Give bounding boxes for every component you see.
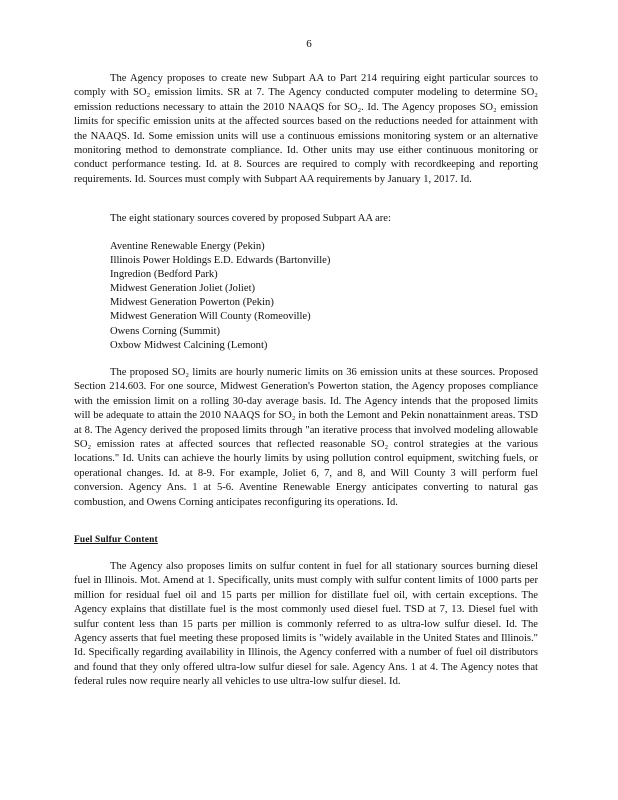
list-item: Aventine Renewable Energy (Pekin) [110, 241, 265, 252]
page-number: 6 [306, 38, 312, 50]
sources-intro-section [74, 212, 538, 226]
list-item: Illinois Power Holdings E.D. Edwards (Bartonville) [110, 255, 331, 267]
limits-section [74, 366, 538, 510]
source-list [110, 240, 510, 353]
intro-section [74, 72, 538, 187]
fuel-paragraph: The Agency also proposes limits on sulfur content in fuel for all stationary sources burning diesel fuel in Illinois. Mot. Amend at 1. Specifically, units must comply with sulfur content limits of 1000 parts per million for residual fuel oil and 15 parts per million for distillate fuel oil, with certain exceptions. The Agency explains that distillate fuel is the most commonly used diesel fuel. TSD at 7, 13. Diesel fuel with sulfur content less than 15 parts per million is commonly referred to as ultra-low sulfur diesel. Id. The Agency asserts that fuel meeting these proposed limits is "widely available in the United States and Illinois." Id. Specifically regarding availability in Illinois, the Agency conferred with a number of fuel oil distributors and found that they only offered ultra-low sulfur diesel for sale. Agency Ans. 1 at 4. The Agency notes that federal rules now require nearly all vehicles to use ultra-low sulfur diesel. Id. [74, 561, 538, 688]
list-item: Midwest Generation Joliet (Joliet) [110, 283, 256, 295]
intro-paragraph: The Agency proposes to create new Subpart AA to Part 214 requiring eight particular sources to comply with SO₂ emission limits. SR at 7. The Agency conducted computer modeling to determine SO₂ emission reductions necessary to attain the 2010 NAAQS for SO₂. Id. The Agency proposes SO₂ emission limits for specific emission units at the affected sources based on the reductions needed for attainment with the NAAQS. Id. Some emission units will use a continuous emissions monitoring system or an alternative monitoring method to demonstrate compliance. Id. Other units may use either continuous monitoring or conduct performance testing. Id. at 8. Sources are required to comply with recordkeeping and reporting requirements. Id. Sources must comply with Subpart AA requirements by January 1, 2017. Id. [74, 73, 538, 185]
list-item: Oxbow Midwest Calcining (Lemont) [110, 339, 268, 351]
limits-paragraph: The proposed SO₂ limits are hourly numeric limits on 36 emission units at these sources. Proposed Section 214.603. For one source, Midwest Generation's Powerton station, the Agency proposes compliance with the emission limit on a rolling 30-day average basis. Id. The Agency intends that the proposed limits will be adequate to attain the 2010 NAAQS for SO₂ in both the Lemont and Pekin nonattainment areas. TSD at 8. The Agency derived the proposed limits through "an iterative process that involved modeling allowable SO₂ emission rates at affected sources that reflected reasonable SO₂ control strategies at the various locations." Id. Units can achieve the hourly limits by using pollution control equipment, switching fuels, or operational changes. Id. at 8-9. For example, Joliet 6, 7, and 8, and Will County 3 will perform fuel conversion. Agency Ans. 1 at 5-6. Aventine Renewable Energy anticipates converting to natural gas combustion, and Owens Corning anticipates reconfiguring its operations. Id. [74, 367, 538, 508]
sources-intro-text: The eight stationary sources covered by proposed Subpart AA are: [110, 213, 391, 224]
list-item: Ingredion (Bedford Park) [110, 269, 218, 281]
list-item: Midwest Generation Will County (Romeoville) [110, 311, 311, 323]
list-item: Owens Corning (Summit) [110, 325, 221, 337]
list-item: Midwest Generation Powerton (Pekin) [110, 297, 274, 309]
fuel-section [74, 560, 538, 690]
section-heading-fuel-sulfur: Fuel Sulfur Content [74, 535, 158, 545]
